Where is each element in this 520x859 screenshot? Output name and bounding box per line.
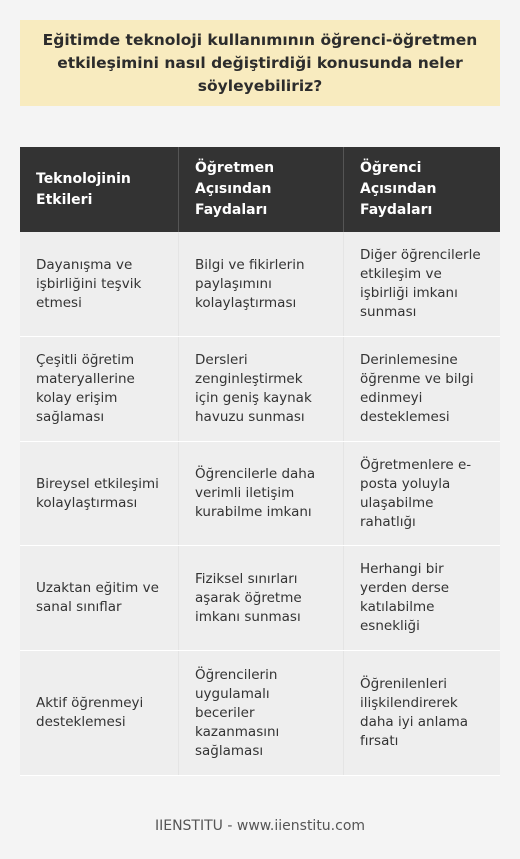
comparison-table xyxy=(20,147,500,776)
table-header-row xyxy=(20,147,500,232)
table-cell: Öğrenilenleri ilişkilendirerek daha iyi anlama fırsatı xyxy=(343,651,500,775)
table-cell: Dayanışma ve işbirliğini teşvik etmesi xyxy=(36,256,142,311)
table-row xyxy=(20,232,500,337)
table-cell: Uzaktan eğitim ve sanal sınıflar xyxy=(36,580,159,615)
footer-credit: IIENSTITU - www.iienstitu.com xyxy=(154,818,366,834)
table-row xyxy=(20,546,500,651)
table-cell: Dersleri zenginleştirmek için geniş kaynak havuzu sunması xyxy=(178,337,343,441)
table-cell: Diğer öğrencilerle etkileşim ve işbirliği imkanı sunması xyxy=(343,232,500,336)
table-cell: Fiziksel sınırları aşarak öğretme imkanı sunması xyxy=(178,546,343,650)
header-cell-student-benefits: Öğrenci Açısından Faydaları xyxy=(343,147,500,232)
table-cell: Aktif öğrenmeyi desteklemesi xyxy=(36,695,144,730)
table-row xyxy=(20,442,500,546)
table-cell: Öğrencilerin uygulamalı beceriler kazanmasını sağlaması xyxy=(178,651,343,775)
table-cell: Bireysel etkileşimi kolaylaştırması xyxy=(36,475,159,511)
table-cell: Öğrencilerle daha verimli iletişim kurabilme imkanı xyxy=(178,442,343,545)
table-cell: Bilgi ve fikirlerin paylaşımını kolaylaştırması xyxy=(178,232,343,336)
table-row xyxy=(20,651,500,776)
table-row xyxy=(20,337,500,442)
table-cell: Öğretmenlere e-posta yoluyla ulaşabilme rahatlığı xyxy=(343,442,500,545)
table-cell: Derinlemesine öğrenme ve bilgi edinmeyi desteklemesi xyxy=(343,337,500,441)
header-cell-teacher-benefits: Öğretmen Açısından Faydaları xyxy=(178,147,343,232)
header-cell-effects: Teknolojinin Etkileri xyxy=(36,170,131,208)
table-cell: Çeşitli öğretim materyallerine kolay erişim sağlaması xyxy=(36,352,135,425)
page-title: Eğitimde teknoloji kullanımının öğrenci-öğretmen etkileşimini nasıl değiştirdiği konusunda neler söyleyebiliriz? xyxy=(20,20,500,106)
table-cell: Herhangi bir yerden derse katılabilme esnekliği xyxy=(343,546,500,650)
